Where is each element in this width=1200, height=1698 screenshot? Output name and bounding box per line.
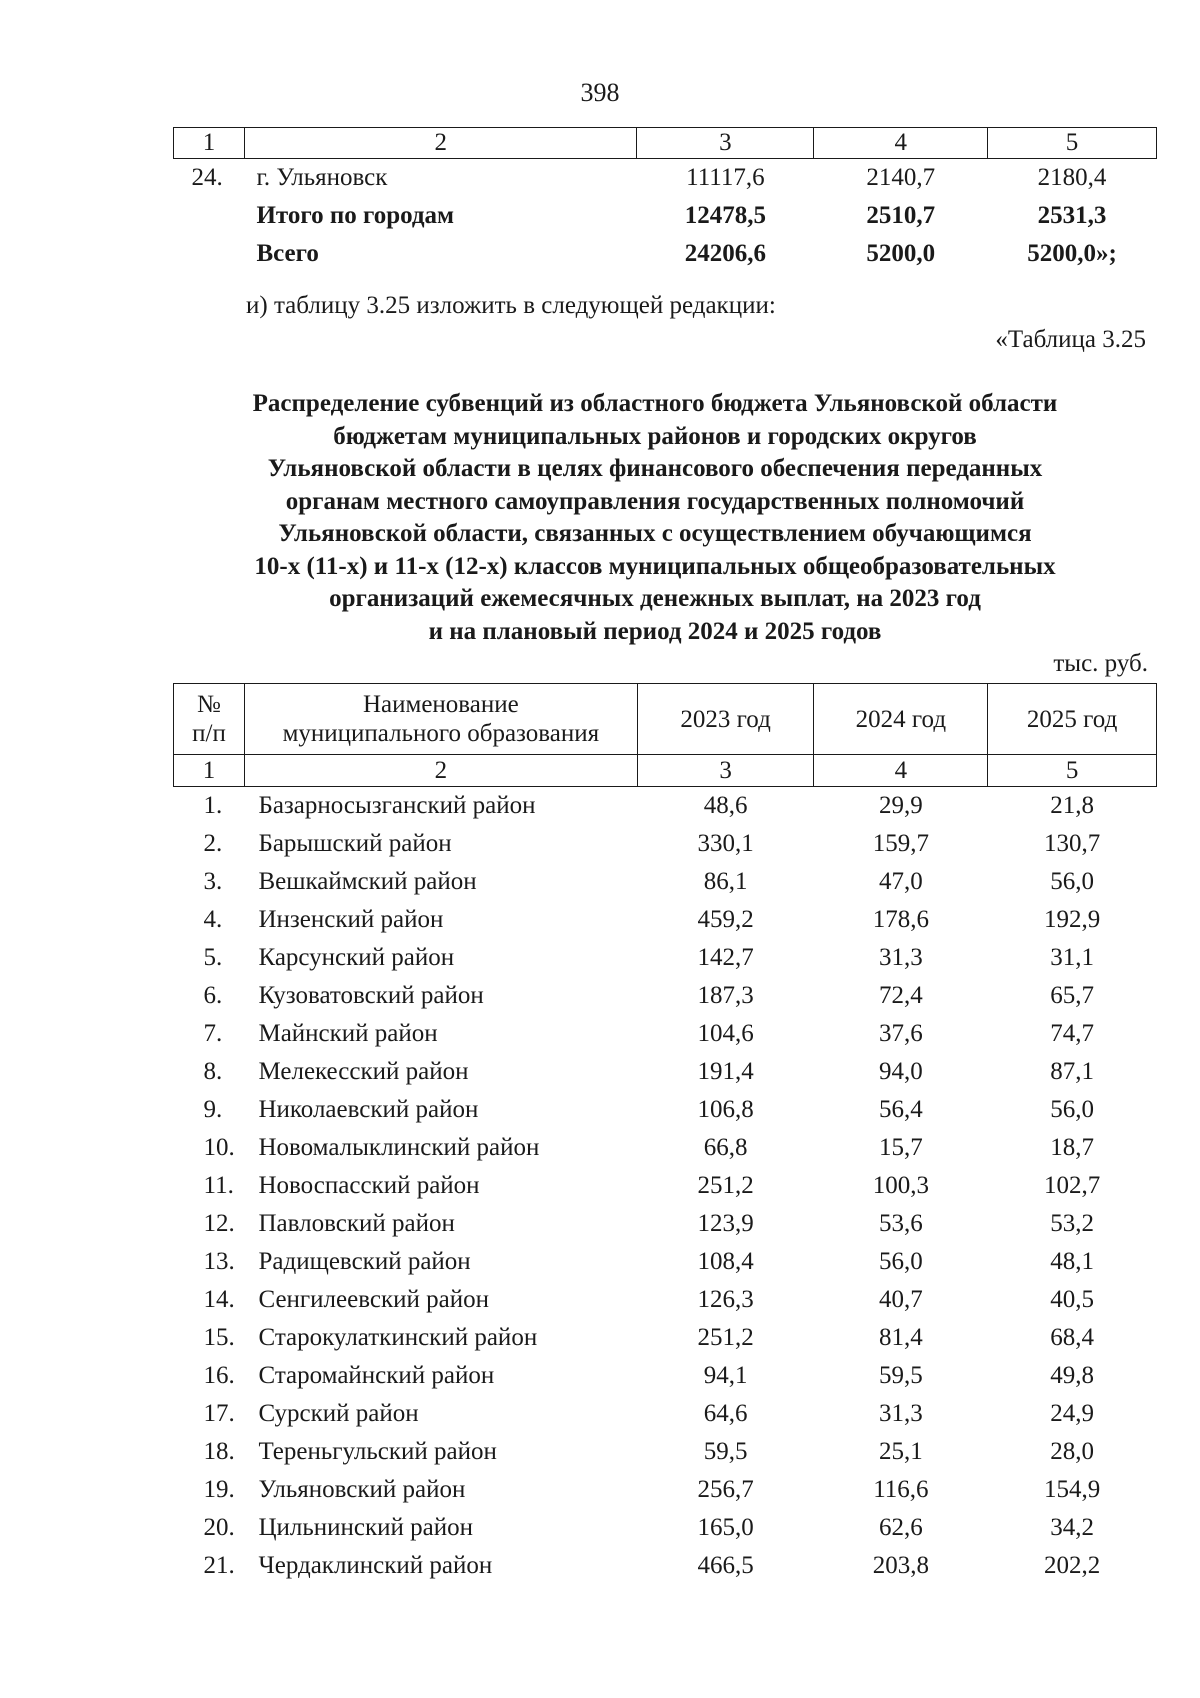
district-name: Инзенский район bbox=[258, 906, 444, 933]
value-2023: 165,0 bbox=[697, 1514, 754, 1541]
row-number: 19. bbox=[203, 1476, 235, 1503]
value-2025: 68,4 bbox=[1050, 1324, 1094, 1351]
table-row bbox=[174, 1167, 1157, 1205]
units-label: тыс. руб. bbox=[1053, 650, 1148, 677]
column-index-row bbox=[174, 755, 1157, 787]
value-2024: 56,4 bbox=[878, 1096, 923, 1123]
row-number: 20. bbox=[203, 1514, 235, 1541]
row-number: 13. bbox=[203, 1248, 235, 1275]
value-2024: 31,3 bbox=[878, 1400, 923, 1427]
value-2025: 130,7 bbox=[1043, 830, 1101, 857]
value-2025: 154,9 bbox=[1043, 1476, 1101, 1503]
value-2024: 15,7 bbox=[878, 1134, 923, 1161]
row-number: 18. bbox=[203, 1438, 235, 1465]
row-name: г. Ульяновск bbox=[256, 164, 388, 191]
value-2025: 74,7 bbox=[1050, 1020, 1094, 1047]
value-2025: 202,2 bbox=[1043, 1552, 1101, 1579]
value-2023: 66,8 bbox=[703, 1134, 748, 1161]
value-2023: 59,5 bbox=[703, 1438, 748, 1465]
row-number: 6. bbox=[203, 982, 223, 1009]
district-name: Кузоватовский район bbox=[258, 982, 484, 1009]
value-2023: 330,1 bbox=[697, 830, 754, 857]
row-number: 10. bbox=[203, 1134, 235, 1161]
column-index: 3 bbox=[637, 755, 814, 787]
table-row bbox=[174, 1357, 1157, 1395]
header-2024: 2024 год bbox=[814, 684, 988, 755]
subsidy-table bbox=[173, 683, 1157, 1585]
title-line: Ульяновской области в целях финансового обеспечения переданных bbox=[267, 455, 1043, 482]
value-2023: 11117,6 bbox=[686, 164, 765, 191]
row-number bbox=[174, 235, 245, 273]
table-row bbox=[174, 1395, 1157, 1433]
value-2023: 256,7 bbox=[697, 1476, 754, 1503]
district-name: Вешкаймский район bbox=[258, 868, 477, 895]
table-row bbox=[174, 787, 1157, 826]
value-2023: 191,4 bbox=[697, 1058, 754, 1085]
value-2024: 29,9 bbox=[878, 792, 923, 819]
column-index: 3 bbox=[637, 128, 814, 159]
district-name: Сурский район bbox=[258, 1400, 419, 1427]
row-number: 9. bbox=[203, 1096, 223, 1123]
value-2023: 94,1 bbox=[703, 1362, 748, 1389]
value-2025: 24,9 bbox=[1050, 1400, 1094, 1427]
value-2024: 2510,7 bbox=[866, 202, 936, 229]
title-line: и на плановый период 2024 и 2025 годов bbox=[428, 617, 882, 645]
value-2025: 21,8 bbox=[1050, 792, 1094, 819]
value-2025: 34,2 bbox=[1050, 1514, 1094, 1541]
table-row bbox=[174, 863, 1157, 901]
value-2023: 466,5 bbox=[697, 1552, 754, 1579]
row-number: 15. bbox=[203, 1324, 235, 1351]
row-number: 11. bbox=[203, 1172, 234, 1199]
value-2025: 49,8 bbox=[1050, 1362, 1094, 1389]
title-line: Распределение субвенций из областного бюджета Ульяновской области bbox=[252, 390, 1058, 417]
table-row bbox=[174, 1015, 1157, 1053]
table-row bbox=[174, 1053, 1157, 1091]
page-number: 398 bbox=[580, 78, 620, 107]
value-2024: 203,8 bbox=[872, 1552, 929, 1579]
district-name: Новоспасский район bbox=[258, 1172, 480, 1199]
value-2025: 56,0 bbox=[1050, 1096, 1094, 1123]
column-index: 1 bbox=[174, 755, 245, 787]
column-index: 5 bbox=[988, 128, 1157, 159]
district-name: Старомайнский район bbox=[258, 1362, 495, 1389]
header-name-line1: Наименование bbox=[362, 691, 519, 718]
row-number: 14. bbox=[203, 1286, 235, 1313]
row-number: 8. bbox=[203, 1058, 223, 1085]
value-2024: 59,5 bbox=[878, 1362, 923, 1389]
value-2025: 28,0 bbox=[1050, 1438, 1094, 1465]
district-name: Новомалыклинский район bbox=[258, 1134, 540, 1161]
row-number: 7. bbox=[203, 1020, 223, 1047]
value-2025: 48,1 bbox=[1050, 1248, 1094, 1275]
continued-table bbox=[173, 127, 1157, 273]
header-num-line1: № bbox=[197, 691, 221, 718]
value-2023: 126,3 bbox=[697, 1286, 754, 1313]
value-2024: 62,6 bbox=[878, 1514, 923, 1541]
district-name: Тереньгульский район bbox=[258, 1438, 497, 1465]
district-name: Базарносызганский район bbox=[258, 792, 536, 819]
title-line: 10-х (11-х) и 11-х (12-х) классов муниципальных общеобразовательных bbox=[254, 552, 1056, 580]
value-2023: 251,2 bbox=[697, 1172, 754, 1199]
table-title bbox=[140, 388, 1170, 648]
value-2025: 40,5 bbox=[1050, 1286, 1094, 1313]
value-2024: 2140,7 bbox=[866, 164, 936, 191]
value-2025: 2180,4 bbox=[1037, 164, 1107, 191]
district-name: Николаевский район bbox=[258, 1096, 479, 1123]
table-row bbox=[174, 1471, 1157, 1509]
value-2023: 108,4 bbox=[697, 1248, 754, 1275]
table-row bbox=[174, 901, 1157, 939]
column-index: 2 bbox=[244, 128, 637, 159]
title-line: Ульяновской области, связанных с осуществлением обучающимся bbox=[278, 520, 1032, 547]
header-2023: 2023 год bbox=[637, 684, 814, 755]
district-name: Цильнинский район bbox=[258, 1514, 474, 1541]
title-line: организаций ежемесячных денежных выплат, на 2023 год bbox=[329, 585, 981, 612]
district-name: Чердаклинский район bbox=[258, 1552, 493, 1579]
table-row bbox=[174, 1433, 1157, 1471]
value-2023: 12478,5 bbox=[684, 202, 766, 229]
row-name: Итого по городам bbox=[256, 202, 455, 229]
value-2023: 64,6 bbox=[703, 1400, 748, 1427]
value-2024: 159,7 bbox=[872, 830, 929, 857]
district-name: Сенгилеевский район bbox=[258, 1286, 489, 1313]
value-2024: 100,3 bbox=[872, 1172, 929, 1199]
value-2025: 87,1 bbox=[1050, 1058, 1094, 1085]
value-2024: 5200,0 bbox=[866, 240, 936, 267]
value-2025: 53,2 bbox=[1050, 1210, 1094, 1237]
table-label: «Таблица 3.25 bbox=[995, 326, 1146, 353]
value-2024: 47,0 bbox=[878, 868, 923, 895]
value-2023: 24206,6 bbox=[684, 240, 766, 267]
subtotal-row bbox=[174, 197, 1157, 235]
value-2025: 65,7 bbox=[1050, 982, 1094, 1009]
column-index: 2 bbox=[244, 755, 637, 787]
district-name: Мелекесский район bbox=[258, 1058, 469, 1085]
total-row bbox=[174, 235, 1157, 273]
header-num bbox=[174, 684, 245, 755]
value-2025: 192,9 bbox=[1043, 906, 1101, 933]
row-number: 3. bbox=[203, 868, 223, 895]
value-2025: 31,1 bbox=[1050, 944, 1094, 971]
value-2025: 102,7 bbox=[1043, 1172, 1101, 1199]
title-line: бюджетам муниципальных районов и городских округов bbox=[333, 422, 977, 450]
district-name: Радищевский район bbox=[258, 1248, 471, 1275]
column-index-row bbox=[174, 128, 1157, 159]
row-number: 5. bbox=[203, 944, 223, 971]
table-row bbox=[174, 977, 1157, 1015]
value-2024: 53,6 bbox=[878, 1210, 923, 1237]
intro-text: и) таблицу 3.25 изложить в следующей редакции: bbox=[246, 292, 776, 319]
row-number: 17. bbox=[203, 1400, 235, 1427]
district-name: Барышский район bbox=[258, 830, 452, 857]
value-2025: 5200,0»; bbox=[1027, 240, 1117, 267]
value-2023: 251,2 bbox=[697, 1324, 754, 1351]
row-number: 2. bbox=[203, 830, 223, 857]
table-row bbox=[174, 1091, 1157, 1129]
table-row bbox=[174, 1547, 1157, 1585]
district-name: Майнский район bbox=[258, 1020, 438, 1047]
value-2023: 123,9 bbox=[697, 1210, 754, 1237]
value-2023: 142,7 bbox=[697, 944, 754, 971]
value-2024: 81,4 bbox=[878, 1324, 923, 1351]
district-name: Павловский район bbox=[258, 1210, 455, 1237]
value-2023: 104,6 bbox=[697, 1020, 754, 1047]
value-2024: 94,0 bbox=[878, 1058, 923, 1085]
row-number bbox=[174, 197, 245, 235]
value-2024: 40,7 bbox=[878, 1286, 923, 1313]
column-index: 4 bbox=[814, 128, 988, 159]
row-number: 1. bbox=[203, 792, 223, 819]
value-2023: 187,3 bbox=[697, 982, 754, 1009]
header-name-line2: муниципального образования bbox=[282, 720, 600, 747]
header-name bbox=[244, 684, 637, 755]
row-number: 24. bbox=[191, 164, 223, 191]
table-row bbox=[174, 159, 1157, 198]
table-row bbox=[174, 1129, 1157, 1167]
table-row bbox=[174, 1205, 1157, 1243]
column-index: 1 bbox=[174, 128, 245, 159]
row-number: 16. bbox=[203, 1362, 235, 1389]
value-2025: 2531,3 bbox=[1037, 202, 1107, 229]
table-row bbox=[174, 1281, 1157, 1319]
district-name: Карсунский район bbox=[258, 944, 455, 971]
table-row bbox=[174, 939, 1157, 977]
value-2023: 86,1 bbox=[703, 868, 748, 895]
table-row bbox=[174, 1319, 1157, 1357]
row-number: 21. bbox=[203, 1552, 235, 1579]
table-row bbox=[174, 825, 1157, 863]
value-2025: 56,0 bbox=[1050, 868, 1094, 895]
table-row bbox=[174, 1243, 1157, 1281]
header-row bbox=[174, 684, 1157, 755]
title-line: органам местного самоуправления государственных полномочий bbox=[285, 487, 1025, 515]
value-2023: 459,2 bbox=[697, 906, 754, 933]
value-2024: 37,6 bbox=[878, 1020, 923, 1047]
value-2024: 72,4 bbox=[878, 982, 923, 1009]
header-2025: 2025 год bbox=[988, 684, 1157, 755]
value-2024: 25,1 bbox=[878, 1438, 923, 1465]
row-number: 4. bbox=[203, 906, 223, 933]
value-2024: 116,6 bbox=[873, 1476, 929, 1503]
value-2023: 48,6 bbox=[703, 792, 748, 819]
column-index: 5 bbox=[988, 755, 1157, 787]
value-2024: 178,6 bbox=[872, 906, 929, 933]
header-num-line2: п/п bbox=[192, 720, 226, 747]
value-2025: 18,7 bbox=[1050, 1134, 1094, 1161]
value-2023: 106,8 bbox=[697, 1096, 754, 1123]
value-2024: 31,3 bbox=[878, 944, 923, 971]
row-name: Всего bbox=[256, 240, 319, 267]
table-row bbox=[174, 1509, 1157, 1547]
row-number: 12. bbox=[203, 1210, 235, 1237]
district-name: Ульяновский район bbox=[258, 1476, 466, 1503]
value-2024: 56,0 bbox=[878, 1248, 923, 1275]
district-name: Старокулаткинский район bbox=[258, 1324, 538, 1351]
column-index: 4 bbox=[814, 755, 988, 787]
